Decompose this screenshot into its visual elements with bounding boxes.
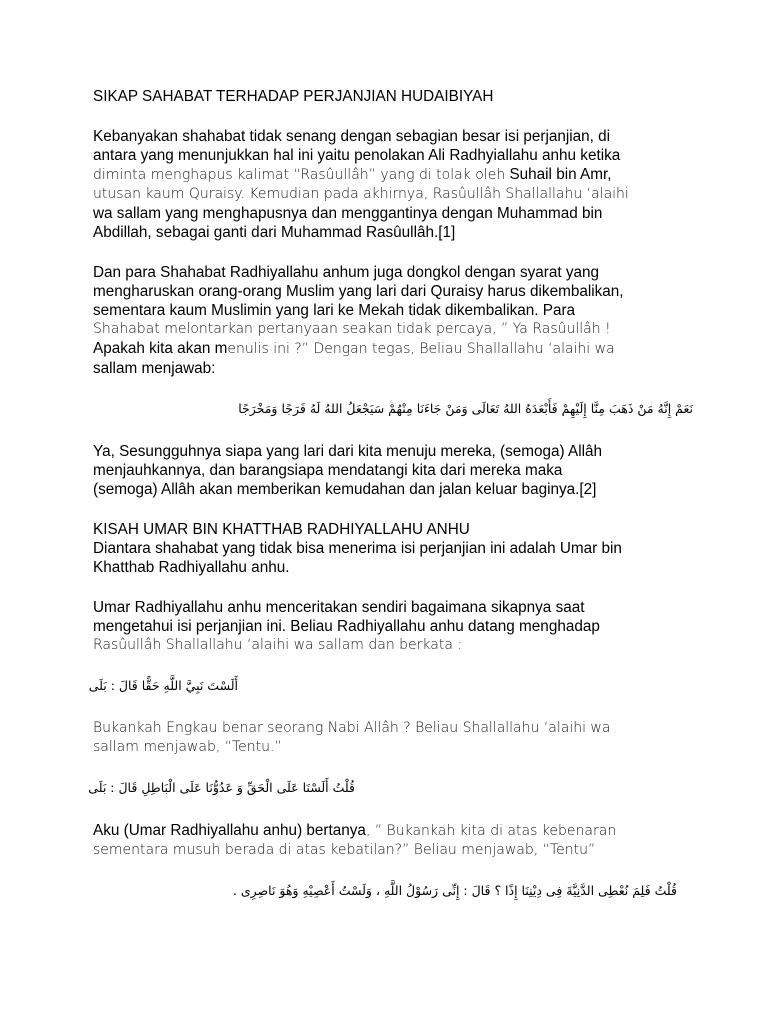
arabic-quote-2: أَلَسْتَ نَبِيَّ اللَّهِ حَقًّا قَالَ : بَلَى [88,678,238,693]
text-span: Apakah kita akan m [93,340,228,357]
text-line: Abdillah, sebagai ganti dari Muhammad Rasûullâh.[1] [93,224,456,241]
text-line: Umar Radhiyallahu anhu menceritakan sendiri bagaimana sikapnya saat [93,599,585,616]
arabic-quote-3: قُلْتُ أَلَسْنَا عَلَى الْحَقِّ وَ عَدُوُّنَا عَلَى الْبَاطِلِ قَالَ : بَلَى [88,780,355,795]
text-line: mengharuskan orang-orang Muslim yang lari dari Quraisy harus dikembalikan, [93,283,624,300]
text-span: diminta menghapus kalimat “Rasûullâh” yang di tolak oleh [93,167,506,183]
text-line: mengetahui isi perjanjian ini. Beliau Radhiyallahu anhu datang menghadap [93,618,600,635]
arabic-quote-1: نَعَمْ إِنَّهُ مَنْ ذَهَبَ مِنَّا إِلَيْهِمْ فَأَبْعَدَهُ اللهُ تَعَالَى وَمَنْ جَاءَنَا مِنْهُمْ سَيَجْعَلُ اللهُ لَهُ فَرَجًا وَمَخْرَجًا [238,401,693,416]
text-line: wa sallam yang menghapusnya dan menggantinya dengan Muhammad bin [93,205,603,222]
section-heading: KISAH UMAR BIN KHATTHAB RADHIYALLAHU ANHU [93,521,470,538]
paragraph-3 [93,442,693,499]
text-span: Aku (Umar Radhiyallahu anhu) bertanya [93,822,366,839]
text-line: Kebanyakan shahabat tidak senang dengan sebagian besar isi perjanjian, di [93,128,611,145]
text-line: sallam menjawab, “Tentu.” [93,739,282,755]
text-line: Shahabat melontarkan pertanyaan seakan tidak percaya, ” Ya Rasûullâh ! [93,321,611,337]
text-line [93,165,693,185]
text-line: Bukankah Engkau benar seorang Nabi Allâh ? Beliau Shallallahu ‘alaihi wa [93,720,611,736]
section-umar [93,520,693,577]
text-line [93,339,693,359]
text-line: (semoga) Allâh akan memberikan kemudahan dan jalan keluar baginya.[2] [93,481,597,498]
text-line: utusan kaum Quraisy. Kemudian pada akhirnya, Rasûullâh Shallallahu ‘alaihi [93,186,629,202]
text-line: antara yang menunjukkan hal ini yaitu penolakan Ali Radhyiallahu anhu ketika [93,147,621,164]
text-line: Khatthab Radhiyallahu anhu. [93,559,290,576]
paragraph-5 [93,598,693,655]
document-body [88,87,693,924]
text-span: , ” Bukankah kita di atas kebenaran [365,823,617,839]
text-line: Rasûullâh Shallallahu ‘alaihi wa sallam dan berkata : [93,637,463,653]
text-line: Ya, Sesungguhnya siapa yang lari dari kita menuju mereka, (semoga) Allâh [93,443,603,460]
document-title: SIKAP SAHABAT TERHADAP PERJANJIAN HUDAIBIYAH [93,88,494,105]
paragraph-7 [93,821,693,860]
text-line: menjauhkannya, dan barangsiapa mendatangi kita dari mereka maka [93,462,563,479]
text-line: Dan para Shahabat Radhiyallahu anhum juga dongkol dengan syarat yang [93,264,600,281]
text-line: sementara musuh berada di atas kebatilan?” Beliau menjawab, “Tentu” [93,842,596,858]
paragraph-1 [93,127,693,242]
text-line [93,821,693,841]
paragraph-6 [93,719,693,757]
text-span: enulis ini ?” Dengan tegas, Beliau Shallallahu ‘alaihi wa [227,341,615,357]
text-line: sementara kaum Muslimin yang lari ke Mekah tidak dikembalikan. Para [93,302,576,319]
arabic-quote-4: قُلْتُ فَلِمَ نُعْطِى الدَّنِيَّةَ فِى دِيْنِنَا إِذًا ؟ قَالَ : إِنِّى رَسُوْلُ اللَّهِ ، وَلَسْتُ أَعْصِيْهِ وَهُوَ نَاصِرِى . [232,883,677,898]
text-line: sallam menjawab: [93,360,216,377]
text-line: Diantara shahabat yang tidak bisa menerima isi perjanjian ini adalah Umar bin [93,540,622,557]
paragraph-2 [93,263,693,378]
text-span: Suhail bin Amr, [509,166,612,183]
